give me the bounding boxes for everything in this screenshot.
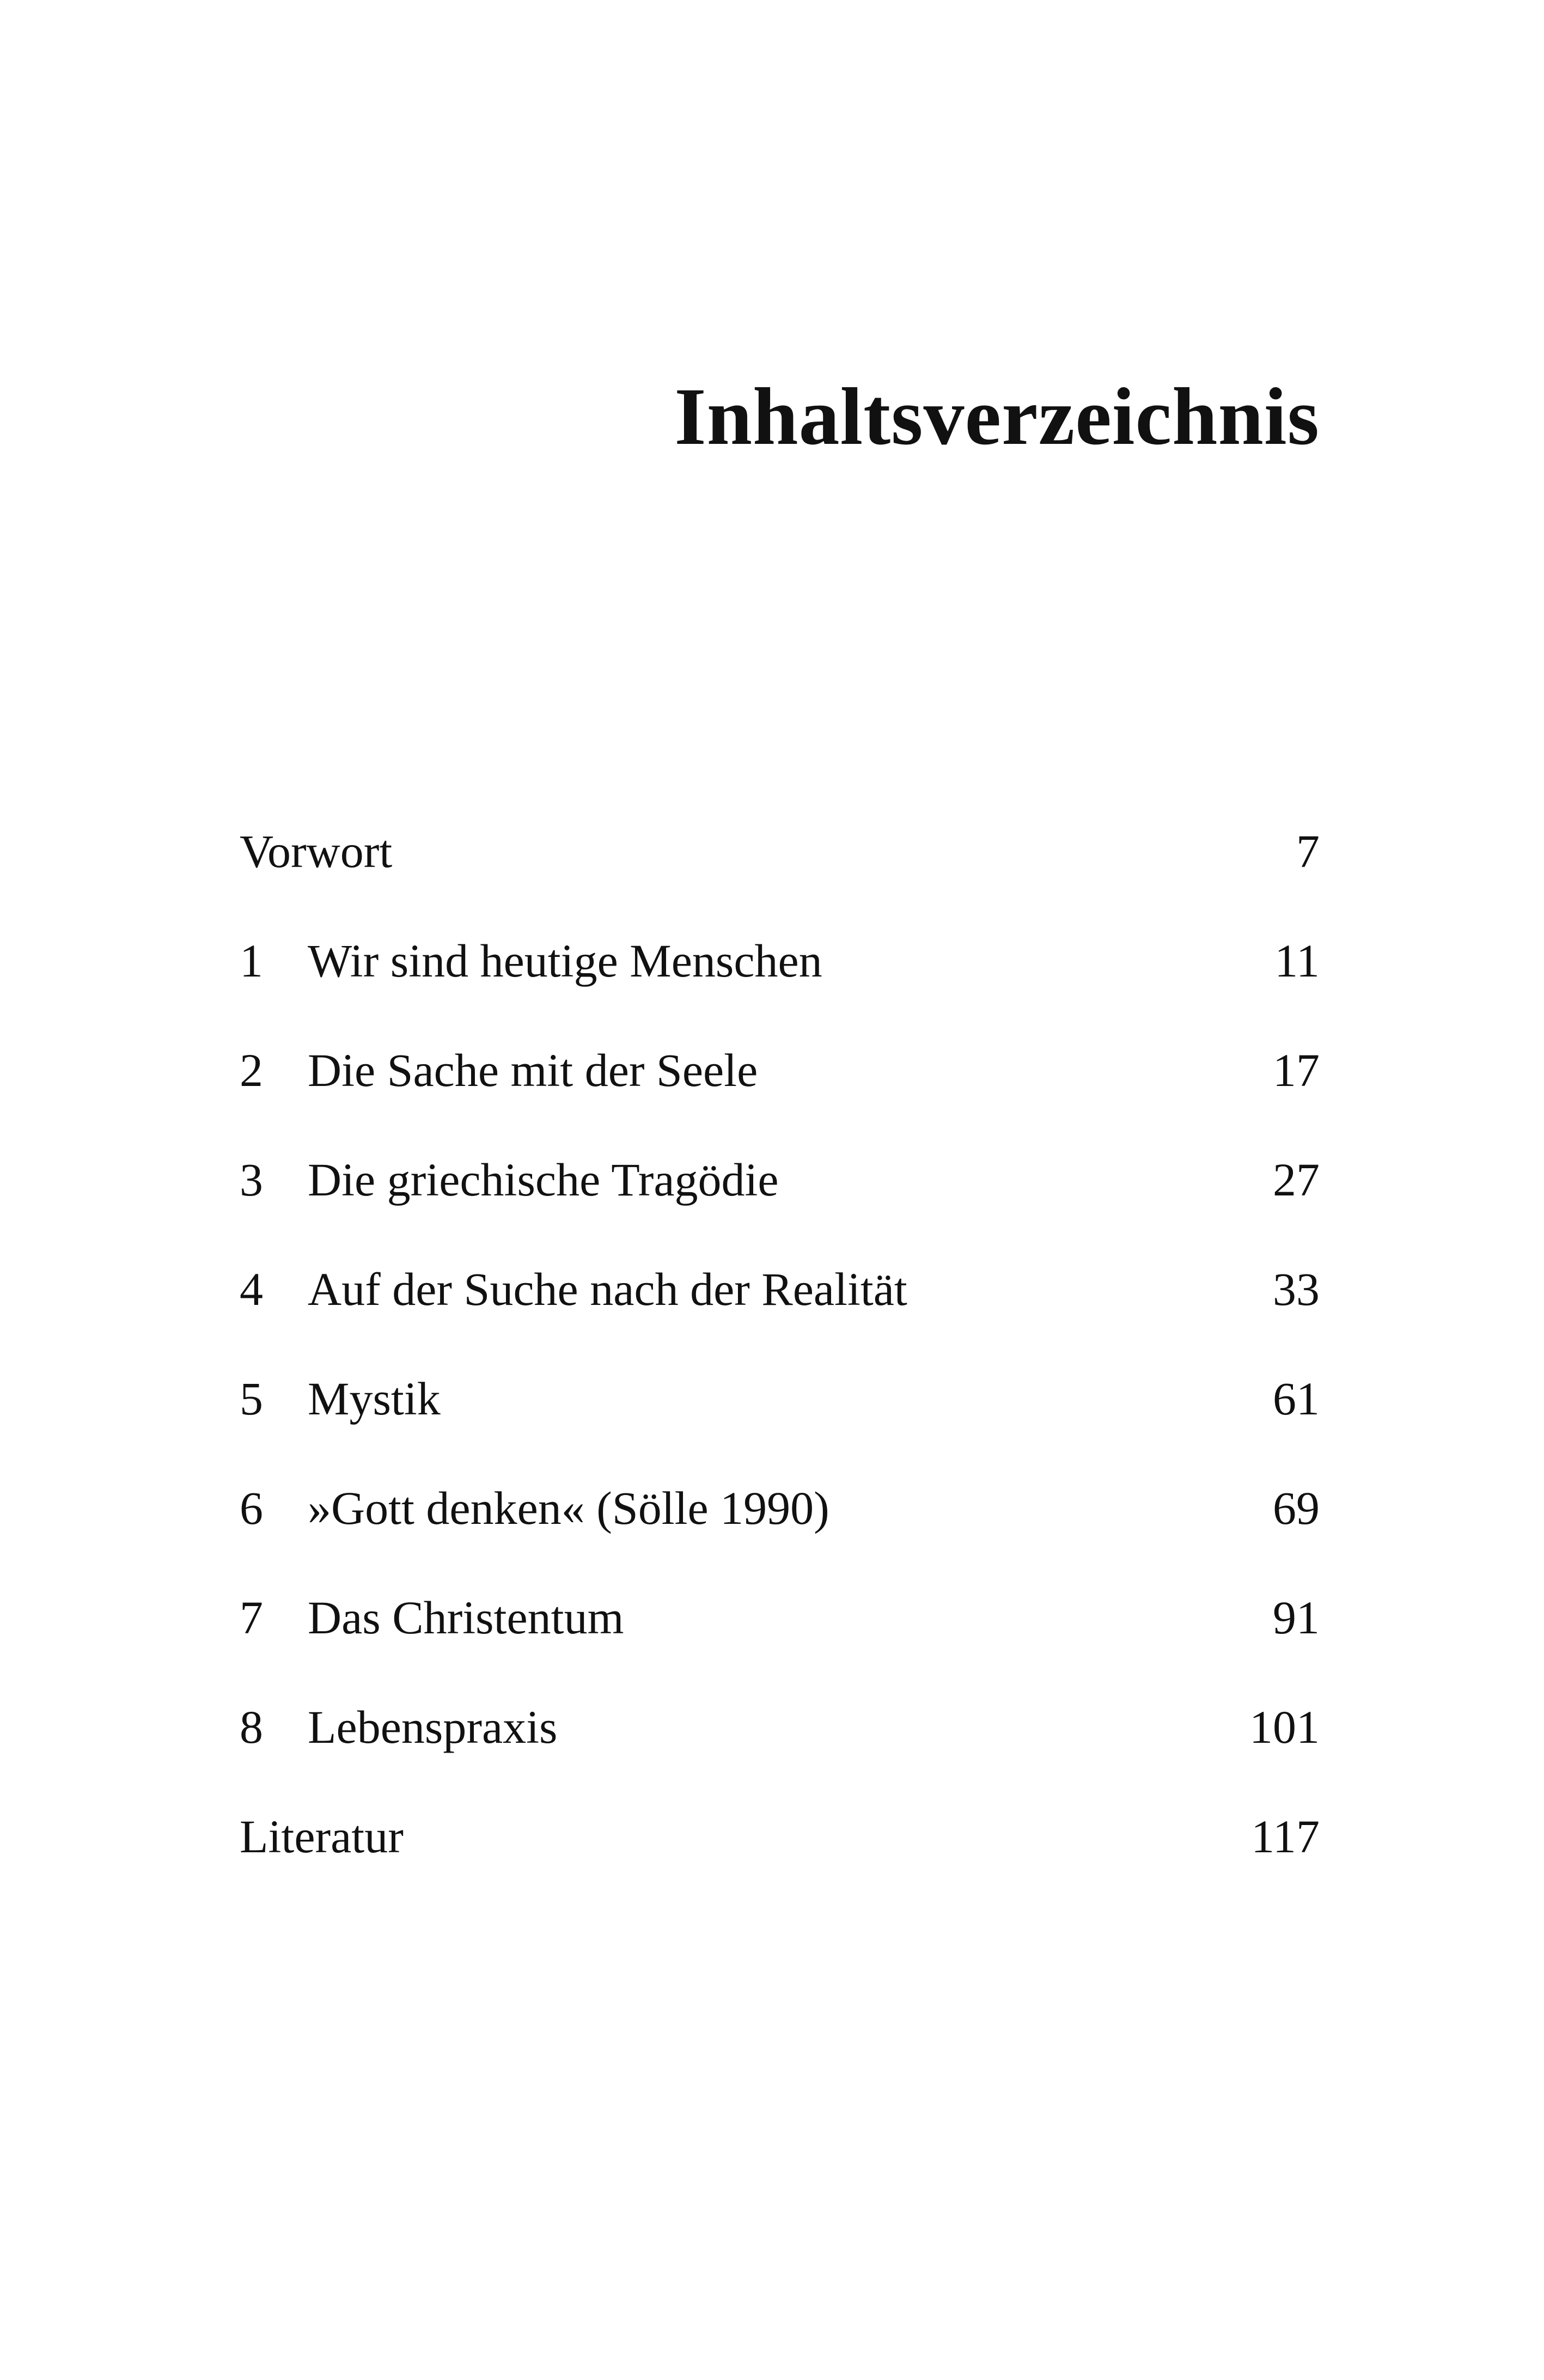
page-title: Inhaltsverzeichnis (674, 371, 1320, 462)
toc-entry-label: Auf der Suche nach der Realität (308, 1263, 907, 1315)
toc-entry-label: Lebenspraxis (308, 1701, 558, 1753)
toc-entry-literatur (240, 1810, 1320, 1923)
toc-entry-page: 33 (1273, 1263, 1320, 1315)
toc-entry-number: 4 (240, 1263, 263, 1315)
toc-entry-page: 27 (1273, 1154, 1320, 1206)
toc-entry-chapter-3 (240, 1156, 1320, 1266)
toc-entry-page: 61 (1273, 1372, 1320, 1425)
toc-entry-label: Die Sache mit der Seele (308, 1044, 758, 1096)
toc-entry-chapter-5 (240, 1372, 1320, 1485)
toc-entry-label: Wir sind heutige Menschen (308, 935, 822, 987)
toc-entry-label: Mystik (308, 1372, 441, 1425)
toc-entry-page: 91 (1273, 1591, 1320, 1644)
toc-entry-page: 69 (1273, 1482, 1320, 1534)
toc-entry-chapter-6 (240, 1482, 1320, 1594)
toc-entry-page: 7 (1296, 825, 1320, 877)
toc-entry-page: 17 (1273, 1044, 1320, 1096)
toc-entry-page: 101 (1249, 1701, 1320, 1753)
toc-entry-chapter-2 (240, 1044, 1320, 1156)
toc-entry-number: 1 (240, 935, 263, 987)
toc-entry-vorwort (240, 825, 1320, 937)
toc-entry-number: 7 (240, 1591, 263, 1644)
toc-entry-chapter-8 (240, 1701, 1320, 1813)
toc-entry-label: Das Christentum (308, 1591, 624, 1644)
toc-entry-number: 3 (240, 1154, 263, 1206)
toc-entry-chapter-4 (240, 1263, 1320, 1375)
toc-entry-label: Die griechische Tragödie (308, 1154, 779, 1206)
toc-entry-page: 11 (1274, 935, 1320, 987)
toc-entry-label: Literatur (240, 1810, 404, 1863)
toc-entry-label: Vorwort (240, 825, 393, 877)
table-of-contents (240, 825, 1320, 1923)
toc-entry-number: 8 (240, 1701, 263, 1753)
toc-entry-number: 2 (240, 1044, 263, 1096)
toc-entry-page: 117 (1251, 1810, 1320, 1863)
toc-entry-number: 5 (240, 1372, 263, 1425)
toc-entry-number: 6 (240, 1482, 263, 1534)
toc-entry-label: »Gott denken« (Sölle 1990) (308, 1482, 829, 1534)
toc-entry-chapter-7 (240, 1591, 1320, 1704)
toc-entry-chapter-1 (240, 937, 1320, 1047)
